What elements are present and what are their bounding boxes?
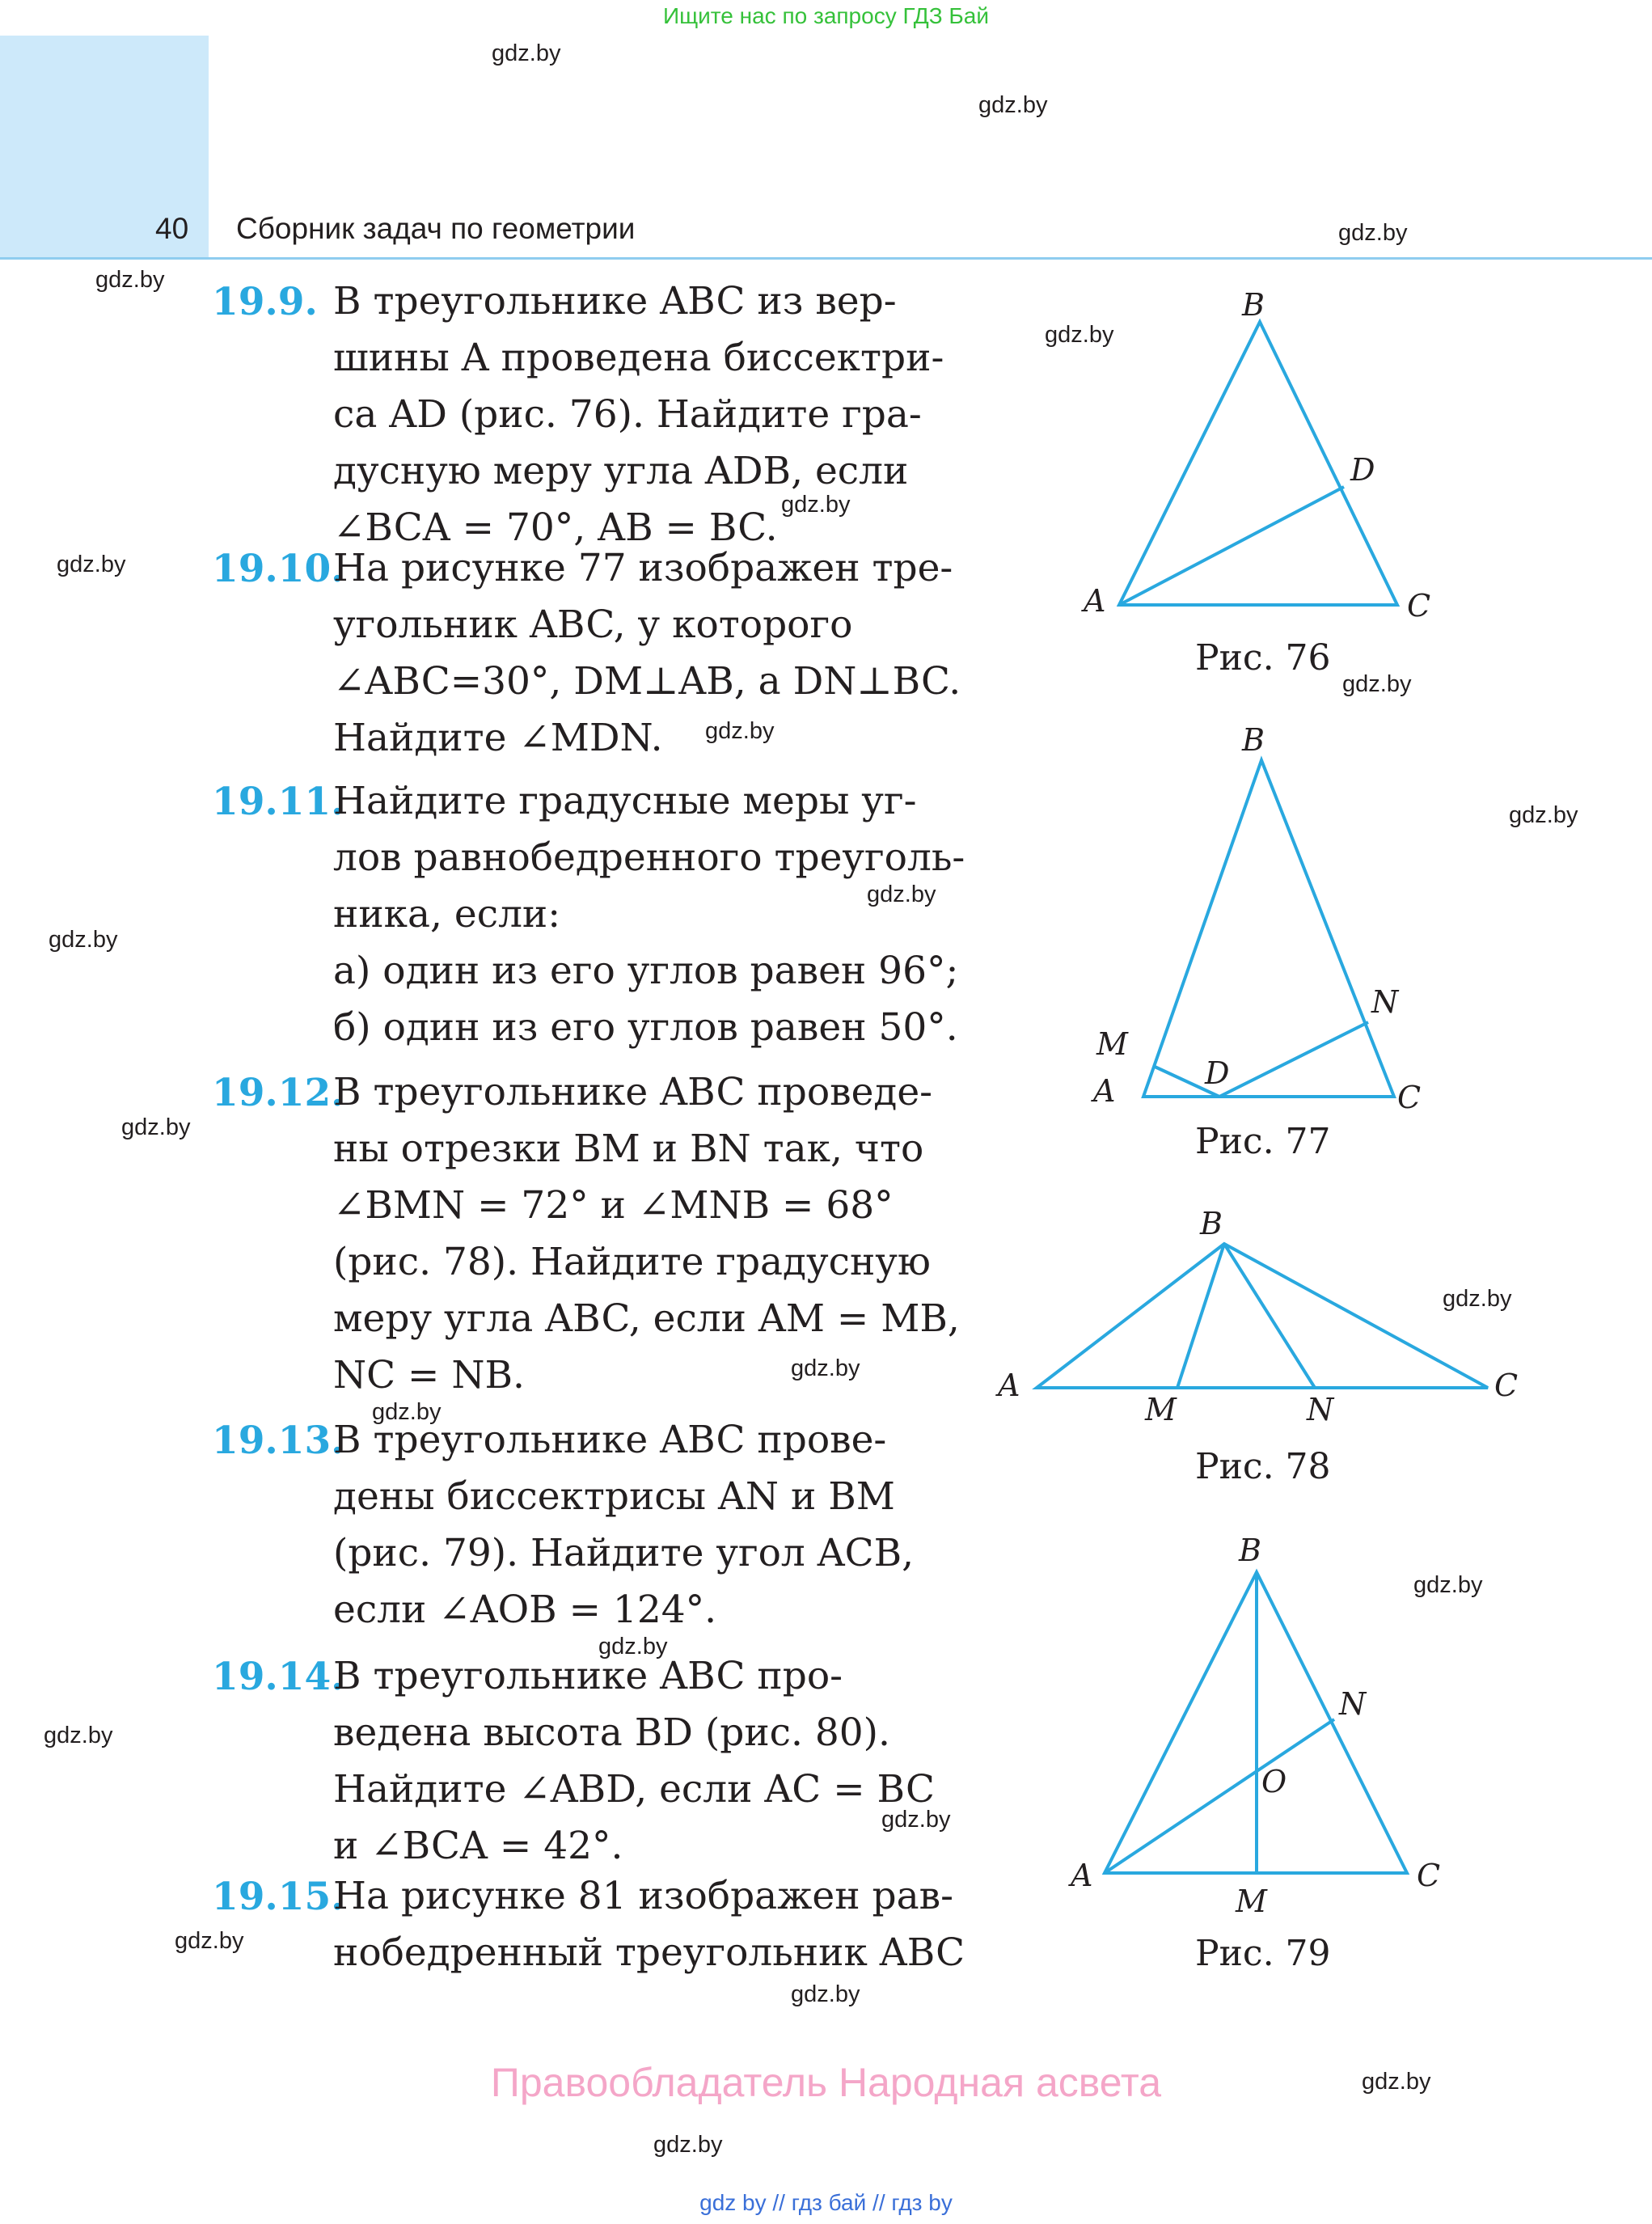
triangle-abc	[1037, 1244, 1488, 1388]
watermark: gdz.by	[705, 718, 775, 744]
problem-number: 19.15.	[212, 1875, 344, 1919]
watermark: gdz.by	[867, 882, 936, 907]
top-banner: Ищите нас по запросу ГДЗ Бай	[662, 3, 990, 28]
watermark: gdz.by	[598, 1634, 668, 1660]
problem-number: 19.10.	[212, 547, 344, 591]
problem-text: В треугольнике ABC прове- дены биссектрисы AN и BM (рис. 79). Найдите угол ACB, если ∠AOB = 124°.	[333, 1418, 915, 1632]
segment-bm	[1177, 1244, 1224, 1388]
label-o: O	[1261, 1764, 1287, 1799]
problem-number: 19.14.	[212, 1655, 344, 1699]
watermark: gdz.by	[1338, 220, 1408, 246]
watermark: gdz.by	[791, 1355, 860, 1381]
watermark: gdz.by	[881, 1807, 951, 1833]
bisector-an	[1105, 1719, 1334, 1873]
problem-text: На рисунке 81 изображен рав- нобедренный треугольник ABC	[333, 1874, 965, 1975]
figure-caption: Рис. 77	[1195, 1121, 1331, 1162]
label-m: M	[1236, 1884, 1267, 1917]
label-c: C	[1407, 588, 1431, 624]
figure-77	[1051, 712, 1472, 1132]
label-n: N	[1371, 984, 1399, 1020]
label-b: B	[1242, 722, 1265, 758]
label-a: A	[998, 1368, 1020, 1403]
label-c: C	[1397, 1080, 1422, 1115]
label-c: C	[1494, 1368, 1519, 1403]
problem-text: Найдите градусные меры уг- лов равнобедренного треуголь- ника, если: а) один из его углов равен 96°; б) один из его углов равен 50°.	[333, 779, 965, 1050]
watermark: gdz.by	[95, 267, 165, 293]
watermark: gdz.by	[781, 492, 851, 518]
figure-caption: Рис. 78	[1195, 1446, 1331, 1487]
label-b: B	[1242, 287, 1265, 323]
rights-notice: Правообладатель Народная асвета	[490, 2060, 1162, 2105]
problem-text: На рисунке 77 изображен тре- угольник ABC, у которого ∠ABC=30°, DM⊥AB, а DN⊥BC. Найдите ∠MDN.	[333, 546, 961, 760]
problem-text: В треугольнике ABC из вер- шины A проведена биссектри- са AD (рис. 76). Найдите гра- дусную меру угла ADB, если ∠BCA = 70°, AB = BC.	[333, 279, 944, 550]
problem-number: 19.11.	[212, 780, 344, 824]
watermark: gdz.by	[175, 1928, 244, 1954]
figure-caption: Рис. 76	[1195, 637, 1331, 679]
problem-number: 19.9.	[212, 280, 318, 324]
watermark: gdz.by	[49, 927, 118, 953]
watermark: gdz.by	[1443, 1286, 1512, 1312]
watermark: gdz.by	[1342, 671, 1412, 697]
book-title: Сборник задач по геометрии	[236, 212, 636, 245]
watermark: gdz.by	[1509, 802, 1578, 828]
label-n: N	[1307, 1392, 1334, 1427]
label-n: N	[1339, 1686, 1367, 1722]
watermark: gdz.by	[1413, 1572, 1483, 1598]
figure-76	[1051, 283, 1472, 687]
label-m: M	[1145, 1392, 1177, 1427]
triangle-abc	[1143, 760, 1394, 1097]
figure-caption: Рис. 79	[1195, 1933, 1331, 1974]
label-c: C	[1417, 1858, 1441, 1893]
watermark: gdz.by	[653, 2132, 723, 2158]
header-rule	[0, 257, 1652, 260]
problem-text: В треугольнике ABC проведе- ны отрезки BM и BN так, что ∠BMN = 72° и ∠MNB = 68° (рис. 78). Найдите градусную меру угла ABC, если AM = MB, NC = NB.	[333, 1070, 960, 1397]
problem-text: В треугольнике ABC про- ведена высота BD (рис. 80). Найдите ∠ABD, если AC = BC и ∠BCA = 42°.	[333, 1654, 935, 1868]
watermark: gdz.by	[791, 1981, 860, 2007]
watermark: gdz.by	[44, 1723, 113, 1748]
bottom-links[interactable]: gdz by // гдз бай // гдз by	[699, 2190, 953, 2215]
label-a: A	[1084, 583, 1106, 619]
label-m: M	[1096, 1026, 1128, 1062]
problem-number: 19.13.	[212, 1419, 344, 1463]
figure-79	[1051, 1528, 1472, 1917]
label-a: A	[1093, 1073, 1116, 1109]
page-number: 40	[155, 212, 189, 245]
watermark: gdz.by	[1362, 2069, 1431, 2095]
watermark: gdz.by	[121, 1114, 191, 1140]
label-d: D	[1350, 452, 1375, 488]
bisector-ad	[1119, 487, 1344, 605]
watermark: gdz.by	[1045, 322, 1114, 348]
watermark: gdz.by	[492, 40, 561, 66]
watermark: gdz.by	[57, 552, 126, 577]
watermark: gdz.by	[372, 1399, 442, 1425]
segment-dn	[1219, 1022, 1368, 1097]
label-a: A	[1071, 1858, 1093, 1893]
label-b: B	[1239, 1533, 1261, 1568]
watermark: gdz.by	[978, 92, 1048, 118]
label-b: B	[1200, 1206, 1223, 1241]
label-d: D	[1205, 1055, 1230, 1091]
problem-number: 19.12.	[212, 1071, 344, 1115]
segment-bn	[1224, 1244, 1315, 1388]
figure-78	[987, 1205, 1536, 1440]
